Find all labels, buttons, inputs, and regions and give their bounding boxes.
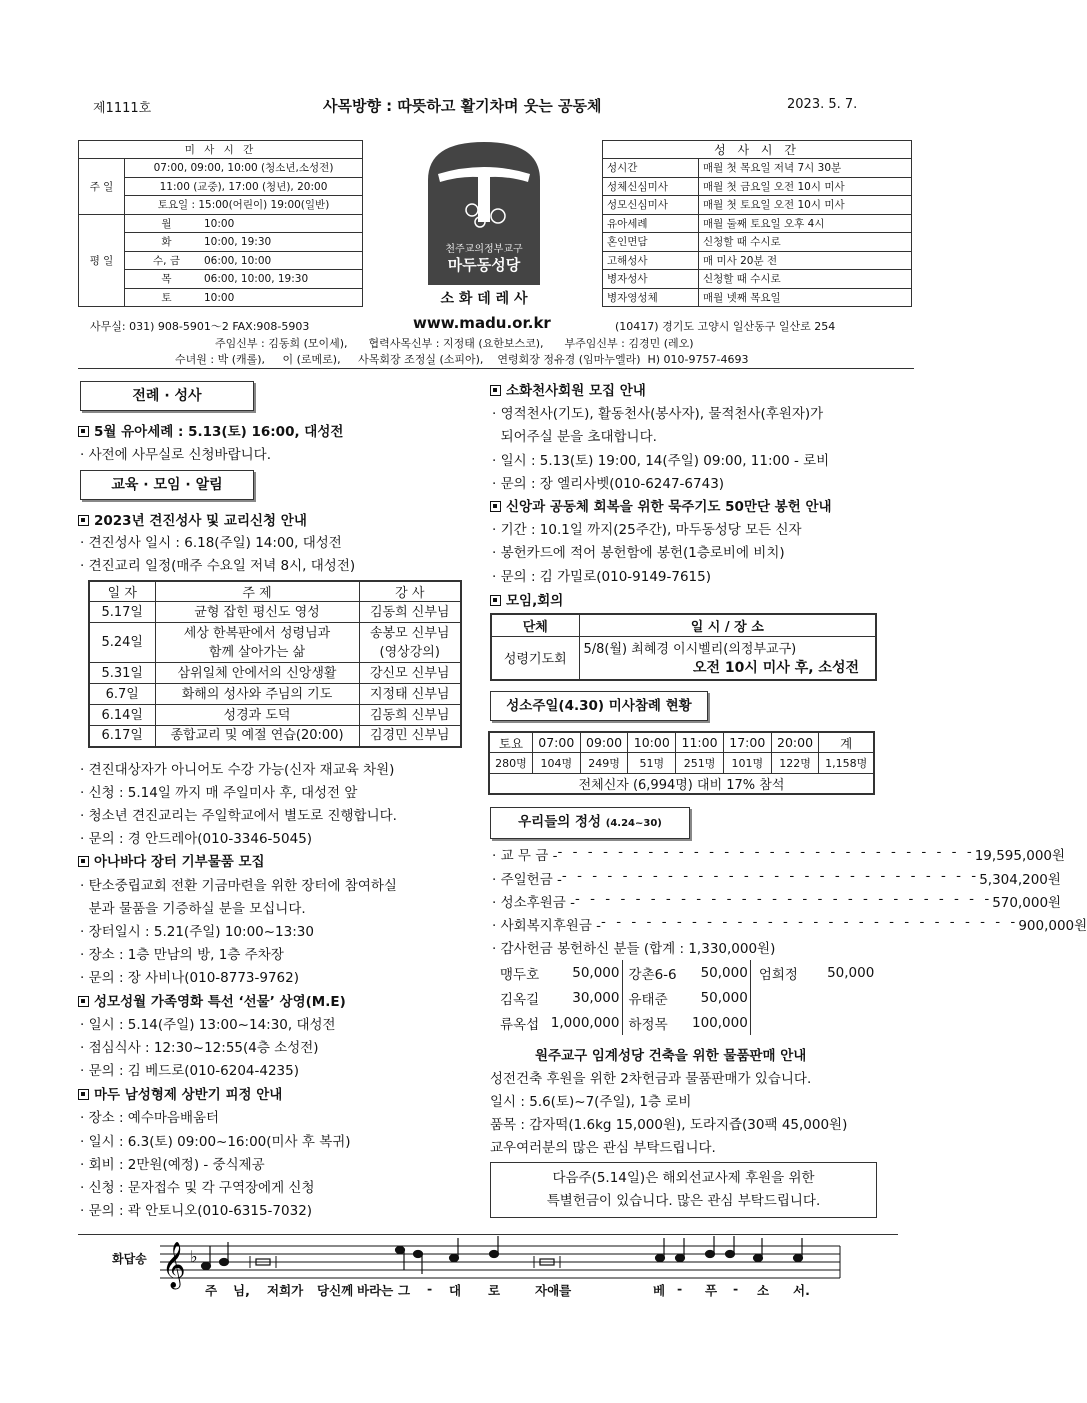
- table-cell: 6.7일: [89, 684, 155, 705]
- text-line: · 장소 : 예수마음배움터: [80, 1110, 220, 1126]
- address: (10417) 경기도 고양시 일산동구 일산로 254: [615, 320, 836, 333]
- att-head: 17:00: [723, 732, 771, 753]
- donor-table: 맹두호 50,000 강촌6-6 50,000 엄희정 50,000 김옥길 30,000 유태준 50,000 류옥섭 1,000,000 하정목 100,000: [500, 960, 874, 1035]
- table-cell: 세상 한복판에서 성령님과 함께 살아가는 삶: [155, 623, 359, 663]
- text-line: · 봉헌카드에 적어 봉헌함에 봉헌(1층로비에 비치): [492, 545, 785, 561]
- weekday-row: 화 10:00, 19:30: [125, 233, 363, 252]
- sacrament-name: 성모신심미사: [603, 196, 699, 215]
- sacrament-name: 고해성사: [603, 251, 699, 270]
- att-head: 07:00: [532, 732, 580, 753]
- att-head: 11:00: [676, 732, 724, 753]
- office-phone: 사무실: 031) 908-5901～2 FAX:908-5903: [90, 320, 310, 333]
- music-staff: [160, 1236, 860, 1296]
- text-line: · 탄소중립교회 전환 기금마련을 위한 장터에 참여하실: [80, 878, 397, 894]
- att-head: 10:00: [628, 732, 676, 753]
- text-line: 품목 : 감자떡(1.6kg 15,000원), 도라지즙(30팩 45,000원): [490, 1117, 848, 1133]
- att-value: 122명: [771, 753, 819, 774]
- psalm-divider: [78, 1234, 898, 1235]
- text-line: · 신청 : 문자접수 및 각 구역장에게 신청: [80, 1180, 315, 1196]
- pastoral-motto: 사목방향 : 따뜻하고 활기차며 웃는 공동체: [323, 97, 602, 115]
- att-value: 51명: [628, 753, 676, 774]
- table-cell: 5.31일: [89, 663, 155, 684]
- attendance-note: 전체신자 (6,994명) 대비 17% 참석: [489, 773, 874, 794]
- text-line: · 견진대상자가 아니어도 수강 가능(신자 재교육 차원): [80, 762, 395, 778]
- att-value: 101명: [723, 753, 771, 774]
- sunday-label: 주 일: [79, 159, 125, 215]
- text-line: · 일시 : 6.3(토) 09:00~16:00(미사 후 복귀): [80, 1134, 351, 1150]
- sacrament-time: 신청할 때 수시로: [699, 270, 912, 289]
- table-cell: 화해의 성사와 주님의 기도: [155, 684, 359, 705]
- sacrament-time: 매월 첫 토요일 오전 10시 미사: [699, 196, 912, 215]
- psalm-label: 화답송: [112, 1252, 147, 1266]
- weekday-row: 수, 금 06:00, 10:00: [125, 251, 363, 270]
- text-line: · 문의 : 장 사비나(010-8773-9762): [80, 970, 300, 986]
- sacrament-name: 병자성사: [603, 270, 699, 289]
- att-head: 20:00: [771, 732, 819, 753]
- table-cell: 송봉모 신부님 (영상강의): [359, 623, 461, 663]
- patron-saint: 소 화 데 레 사: [440, 291, 528, 307]
- table-cell: 5.17일: [89, 602, 155, 623]
- text-line: · 사전에 사무실로 신청바랍니다.: [80, 447, 271, 463]
- offering-row: · 교 무 금 - - - - - - - - - - - - - - - - - - - - - - - - - - - - - 19,595,000원: [492, 844, 1066, 864]
- text-line: · 장소 : 1층 만남의 방, 1층 주차장: [80, 947, 284, 963]
- meeting-group: 성령기도회: [491, 636, 579, 680]
- text-line: 분과 물품을 기증하실 분을 모십니다.: [80, 901, 306, 917]
- att-head: 토요: [489, 732, 532, 753]
- sacrament-time: 신청할 때 수시로: [699, 233, 912, 252]
- offering-row: · 성소후원금 - - - - - - - - - - - - - - - - - - - - - - - - - - - - - 570,000원: [492, 891, 1062, 911]
- att-head: 09:00: [580, 732, 628, 753]
- text-line: · 회비 : 2만원(예정) - 중식제공: [80, 1157, 265, 1173]
- sacrament-time: 매 미사 20분 전: [699, 251, 912, 270]
- svg-text:♭: ♭: [190, 1247, 198, 1266]
- clergy-line: 주임신부 : 김동희 (모이세), 협력사목신부 : 지정태 (요한보스코), 부주임신부 : 김경민 (레오): [215, 337, 694, 350]
- section-attendance: 성소주일(4.30) 미사참례 현황: [490, 691, 708, 721]
- weekday-row: 목 06:00, 10:00, 19:30: [125, 270, 363, 289]
- col-header: 일 시 / 장 소: [579, 614, 876, 636]
- square-bullet-icon: [78, 1089, 89, 1100]
- table-cell: 김동희 신부님: [359, 602, 461, 623]
- meetings-heading: 모임,회의: [490, 589, 563, 609]
- retreat-heading: 마두 남성형제 상반기 피정 안내: [78, 1083, 282, 1103]
- weekday-label: 평 일: [79, 214, 125, 307]
- att-head: 계: [819, 732, 874, 753]
- text-line: · 문의 : 곽 안토니오(010-6315-7032): [80, 1203, 313, 1219]
- table-cell: 성경과 도덕: [155, 705, 359, 726]
- text-line: · 문의 : 김 가밀로(010-9149-7615): [492, 569, 712, 585]
- staff-line: 수녀원 : 박 (캐롤), 이 (로메로), 사목회장 조정실 (소피아), 연령회장 정유경 (임마누엘라) H) 010-9757-4693: [175, 353, 749, 366]
- sacrament-time: 매월 둘째 토요일 오후 4시: [699, 214, 912, 233]
- table-cell: 6.17일: [89, 726, 155, 747]
- att-value: 249명: [580, 753, 628, 774]
- confirmation-schedule-table: [88, 580, 462, 748]
- sacrament-name: 혼인면담: [603, 233, 699, 252]
- parish-name: 마두동성당: [447, 256, 521, 274]
- att-value: 1,158명: [819, 753, 874, 774]
- col-header: 주 제: [155, 581, 359, 602]
- offering-row: · 사회복지후원금 - - - - - - - - - - - - - - - - - - - - - - - - - - - - - 900,000원: [492, 914, 1087, 934]
- sunday-times-1: 07:00, 09:00, 10:00 (청소년,소성전): [125, 159, 363, 178]
- text-line: · 문의 : 김 베드로(010-6204-4235): [80, 1063, 300, 1079]
- text-line: 성전건축 후원을 위한 2차헌금과 물품판매가 있습니다.: [490, 1071, 812, 1087]
- sacrament-time: 매월 첫 목요일 저녁 7시 30분: [699, 159, 912, 178]
- mass-title: 미 사 시 간: [79, 141, 363, 159]
- sacrament-times-table: [602, 140, 912, 307]
- sacrament-name: 성시간: [603, 159, 699, 178]
- col-header: 일 자: [89, 581, 155, 602]
- sunday-times-2: 11:00 (교중), 17:00 (청년), 20:00: [125, 177, 363, 196]
- meeting-detail: 5/8(월) 최혜경 이시벨리(의정부교구) 오전 10시 미사 후, 소성전: [579, 636, 876, 680]
- weekday-row: 월 10:00: [125, 214, 363, 233]
- table-cell: 김경민 신부님: [359, 726, 461, 747]
- table-cell: 강신모 신부님: [359, 663, 461, 684]
- section-offerings: 우리들의 정성 (4.24~30): [490, 807, 690, 839]
- table-cell: 지정태 신부님: [359, 684, 461, 705]
- movie-heading: 성모성월 가족영화 특선 ‘선물’ 상영(M.E): [78, 990, 346, 1010]
- text-line: · 장터일시 : 5.21(주일) 10:00~13:30: [80, 924, 314, 940]
- sacrament-name: 병자영성체: [603, 288, 699, 307]
- section-education: 교육 · 모임 · 알림: [80, 470, 254, 500]
- website-link[interactable]: www.madu.or.kr: [413, 314, 551, 332]
- table-cell: 삼위일체 안에서의 신앙생활: [155, 663, 359, 684]
- parish-logo: [428, 142, 540, 285]
- header-divider: [78, 368, 914, 369]
- col-header: 강 사: [359, 581, 461, 602]
- text-line: 교우여러분의 많은 관심 부탁드립니다.: [490, 1140, 716, 1156]
- rosary-heading: 신앙과 공동체 회복을 위한 묵주기도 50만단 봉헌 안내: [490, 495, 832, 515]
- infant-baptism-heading: 5월 유아세례 : 5.13(토) 16:00, 대성전: [78, 420, 343, 440]
- text-line: · 일시 : 5.14(주일) 13:00~14:30, 대성전: [80, 1017, 336, 1033]
- table-cell: 6.14일: [89, 705, 155, 726]
- saturday-times: 토요일 : 15:00(어린이) 19:00(일반): [125, 196, 363, 215]
- sacrament-name: 성체신심미사: [603, 177, 699, 196]
- att-value: 251명: [676, 753, 724, 774]
- special-offering-box: 다음주(5.14일)은 해외선교사제 후원을 위한 특별헌금이 있습니다. 많은 관심 부탁드립니다.: [490, 1162, 877, 1218]
- sacrament-name: 유아세례: [603, 214, 699, 233]
- text-line: · 영적천사(기도), 활동천사(봉사자), 물적천사(후원자)가: [492, 406, 824, 422]
- square-bullet-icon: [490, 385, 501, 396]
- flea-market-heading: 아나바다 장터 기부물품 모집: [78, 850, 265, 870]
- text-line: 일시 : 5.6(토)~7(주일), 1층 로비: [490, 1094, 692, 1110]
- text-line: · 신청 : 5.14일 까지 매 주일미사 후, 대성전 앞: [80, 785, 358, 801]
- text-line: · 기간 : 10.1일 까지(25주간), 마두동성당 모든 신자: [492, 522, 802, 538]
- square-bullet-icon: [490, 501, 501, 512]
- text-line: · 일시 : 5.13(토) 19:00, 14(주일) 09:00, 11:00 - 로비: [492, 453, 830, 469]
- angel-member-heading: 소화천사회원 모집 안내: [490, 379, 646, 399]
- offering-row: · 주일헌금 - - - - - - - - - - - - - - - - - - - - - - - - - - - - - 5,304,200원: [492, 868, 1061, 888]
- square-bullet-icon: [78, 856, 89, 867]
- table-cell: 김동희 신부님: [359, 705, 461, 726]
- section-liturgy: 전례 · 성사: [80, 381, 254, 411]
- text-line: · 문의 : 경 안드레아(010-3346-5045): [80, 831, 313, 847]
- sacrament-title: 성 사 시 간: [603, 141, 912, 159]
- notice-title: 원주교구 임계성당 건축을 위한 물품판매 안내: [535, 1048, 807, 1064]
- att-value: 280명: [489, 753, 532, 774]
- att-value: 104명: [532, 753, 580, 774]
- mass-times-table: [78, 140, 363, 307]
- text-line: · 문의 : 장 엘리사벳(010-6247-6743): [492, 476, 725, 492]
- issue-date: 2023. 5. 7.: [787, 97, 858, 112]
- table-cell: 5.24일: [89, 623, 155, 663]
- text-line: · 견진성사 일시 : 6.18(주일) 14:00, 대성전: [80, 535, 342, 551]
- weekday-row: 토 10:00: [125, 288, 363, 307]
- text-line: · 견진교리 일정(매주 수요일 저녁 8시, 대성전): [80, 558, 356, 574]
- table-cell: 균형 잡힌 평신도 영성: [155, 602, 359, 623]
- meeting-table: [490, 613, 877, 681]
- confirmation-heading: 2023년 견진성사 및 교리신청 안내: [78, 509, 307, 529]
- attendance-table: [488, 731, 875, 795]
- thanks-offering-line: · 감사헌금 봉헌하신 분들 (합계 : 1,330,000원): [492, 941, 776, 957]
- table-cell: 종합교리 및 예절 연습(20:00): [155, 726, 359, 747]
- diocese-name: 천주교의정부교구: [445, 244, 523, 255]
- text-line: 되어주실 분을 초대합니다.: [492, 429, 657, 445]
- treble-clef-icon: 𝄞: [162, 1242, 186, 1288]
- text-line: · 청소년 견진교리는 주일학교에서 별도로 진행합니다.: [80, 808, 397, 824]
- sacrament-time: 매월 넷째 목요일: [699, 288, 912, 307]
- square-bullet-icon: [490, 595, 501, 606]
- issue-number: 제1111호: [93, 101, 152, 116]
- text-line: · 점심식사 : 12:30~12:55(4층 소성전): [80, 1040, 319, 1056]
- col-header: 단체: [491, 614, 579, 636]
- sacrament-time: 매월 첫 금요일 오전 10시 미사: [699, 177, 912, 196]
- square-bullet-icon: [78, 996, 89, 1007]
- square-bullet-icon: [78, 515, 89, 526]
- square-bullet-icon: [78, 426, 89, 437]
